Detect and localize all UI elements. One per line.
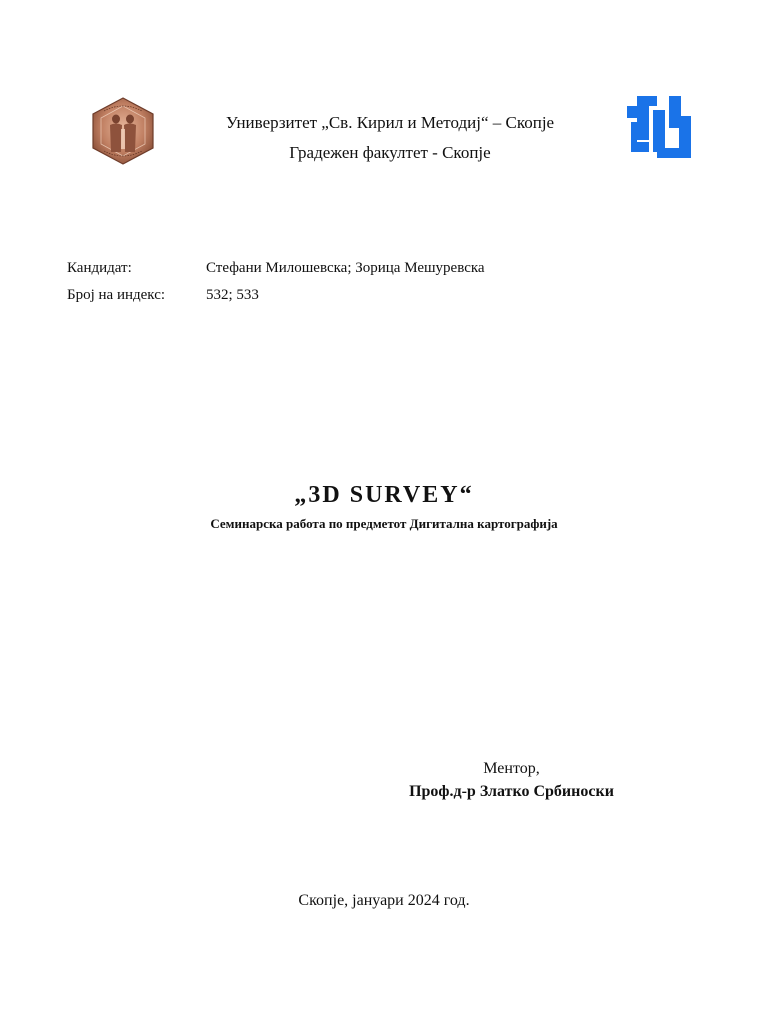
faculty-name: Градежен факултет - Скопје <box>289 143 491 162</box>
mentor-label: Ментор, <box>483 760 540 777</box>
place-date: Скопје, јануари 2024 год. <box>298 892 470 909</box>
index-row <box>67 282 485 309</box>
mentor-name: Проф.д-р Златко Србиноски <box>409 783 614 800</box>
candidate-info <box>67 255 485 309</box>
index-value: 532; 533 <box>206 287 259 303</box>
candidate-label: Кандидат: <box>67 260 132 276</box>
university-name: Универзитет „Св. Кирил и Методиј“ – Скопје <box>225 113 555 132</box>
document-subtitle: Семинарска работа по предметот Дигитална картографија <box>210 516 558 531</box>
university-seal-icon <box>90 97 156 165</box>
document-title: „3D SURVEY“ <box>294 482 474 508</box>
faculty-logo-icon <box>627 96 691 158</box>
candidate-value: Стефани Милошевска; Зорица Мешуревска <box>206 260 485 276</box>
title-block <box>0 478 768 534</box>
institution-header <box>160 108 620 168</box>
candidate-row <box>67 255 485 282</box>
index-label: Број на индекс: <box>67 287 166 303</box>
mentor-block <box>380 757 643 803</box>
